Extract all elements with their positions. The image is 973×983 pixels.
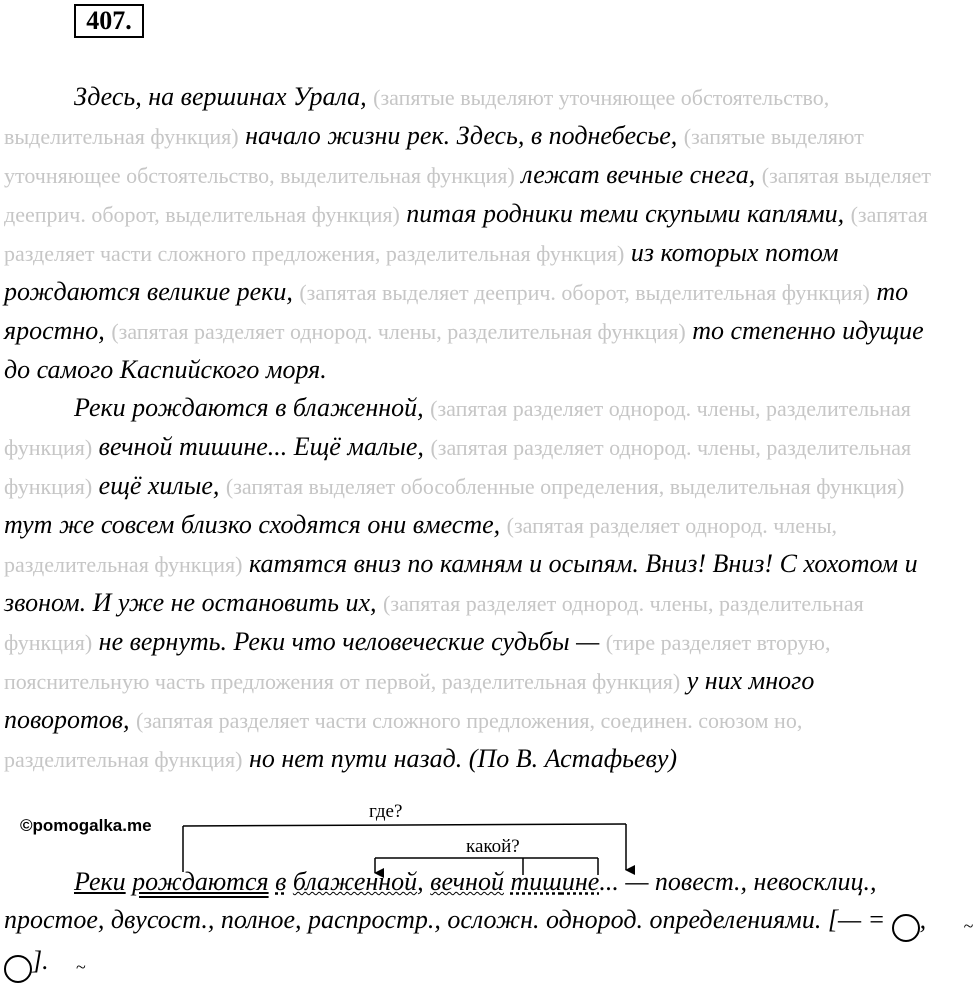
- punctuation-note: (запятая разделяет однород. члены, разделительная функция): [4, 396, 911, 460]
- text-fragment: то степенно идущие до самого Каспийского моря.: [4, 316, 924, 384]
- text-fragment: ещё хилые,: [98, 471, 220, 500]
- text-fragment: не вернуть. Реки что человеческие судьбы —: [98, 627, 600, 656]
- punctuation-note: (запятая разделяет части сложного предложения, разделительная функция): [4, 202, 928, 266]
- punctuation-note: (запятая разделяет однород. члены, разделительная функция): [4, 513, 838, 577]
- punctuation-note: (запятая разделяет однород. члены, разделительная функция): [4, 591, 864, 655]
- punctuation-note: (запятая выделяет дееприч. оборот, выделительная функция): [4, 163, 932, 227]
- text-fragment: у них много поворотов,: [4, 666, 815, 734]
- question-where: где?: [369, 801, 403, 822]
- punctuation-note: (запятая разделяет однород. члены, разделительная функция): [4, 435, 912, 499]
- punctuation-note: (запятая выделяет обособленные определения, выделительная функция): [225, 474, 905, 499]
- watermark: ©pomogalka.me: [20, 816, 152, 835]
- text-fragment: вечной тишине... Ещё малые,: [98, 432, 424, 461]
- question-which: какой?: [466, 836, 520, 857]
- sentence-analysis: [4, 863, 973, 983]
- text-fragment: питая родники теми скупыми каплями,: [406, 199, 845, 228]
- predicate: рождаются: [132, 867, 269, 896]
- circle-attribute-2-icon: ~: [4, 955, 32, 983]
- scheme-end: ].: [32, 946, 49, 975]
- comma: ,: [417, 867, 431, 896]
- punctuation-note: (запятая разделяет однород. члены, разделительная функция): [111, 319, 686, 344]
- punctuation-note: (запятая разделяет части сложного предложения, соединен. союзом но, разделительная функция): [4, 708, 803, 772]
- text-fragment: катятся вниз по камням и осыпям. Вниз! Вниз! С хохотом и звоном. И уже не остановить их,: [4, 549, 918, 617]
- punctuation-note: (запятая выделяет дееприч. оборот, выделительная функция): [299, 280, 870, 305]
- text-fragment: Реки рождаются в блаженной,: [74, 393, 424, 422]
- scheme-comma: ,: [919, 905, 927, 934]
- text-fragment: то яростно,: [4, 277, 909, 345]
- text-fragment: лежат вечные снега,: [521, 160, 756, 189]
- text-fragment: из которых потом рождаются великие реки,: [4, 238, 839, 306]
- text-fragment: начало жизни рек. Здесь, в поднебесье,: [245, 121, 678, 150]
- text-fragment: тут же совсем близко сходятся они вместе,: [4, 510, 501, 539]
- text-fragment: но нет пути назад. (По В. Астафьеву): [248, 744, 678, 773]
- adverbial: тишине: [510, 867, 600, 896]
- subject: Реки: [74, 867, 126, 896]
- attribute-2: вечной: [430, 867, 504, 896]
- attribute-1: блаженной: [292, 867, 418, 896]
- punctuation-note: (запятые выделяют уточняющее обстоятельство, выделительная функция): [4, 85, 830, 149]
- analysis-rest: ... — повест., невосклиц., простое, двусост., полное, распростр., осложн. однород. определениями. [— =: [4, 867, 892, 934]
- punctuation-note: (запятые выделяют уточняющее обстоятельство, выделительная функция): [4, 124, 864, 188]
- preposition: в: [275, 867, 287, 896]
- circle-attribute-1-icon: ~: [892, 914, 920, 942]
- exercise-number: 407.: [74, 4, 144, 38]
- text-fragment: Здесь, на вершинах Урала,: [74, 82, 367, 111]
- punctuation-note: (тире разделяет вторую, пояснительную часть предложения от первой, разделительная функция): [4, 630, 831, 694]
